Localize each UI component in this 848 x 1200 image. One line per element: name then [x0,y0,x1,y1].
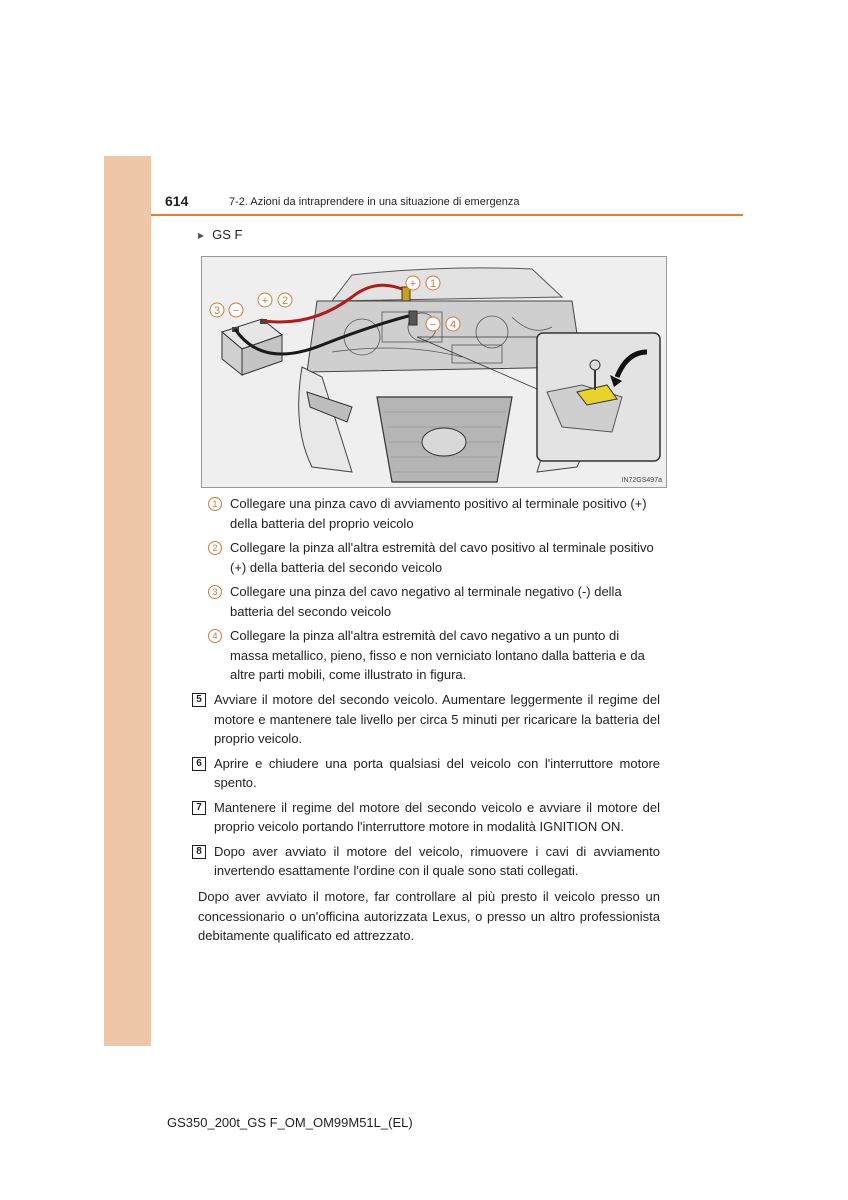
engine-bay-illustration [201,256,667,488]
step-number-box: 6 [192,757,206,771]
figure-code: IN72GS497a [621,477,662,484]
step-text: Avviare il motore del secondo veicolo. Aumentare leggermente il regime del motore e mantenere tale livello per circa 5 minuti per ricaricare la batteria del proprio veicolo. [214,692,660,746]
closing-paragraph: Dopo aver avviato il motore, far controllare al più presto il veicolo presso un concessionario o un'officina autorizzata Lexus, o presso un altro professionista debitamente qualificato ed attrezzato. [198,889,660,943]
step-number-box: 8 [192,845,206,859]
circled-number-icon: 3 [208,585,222,599]
step-list [192,690,660,886]
step-text: Mantenere il regime del motore del secondo veicolo e avviare il motore del proprio veicolo portando l'interruttore motore in modalità IGNITION ON. [214,799,660,834]
sub-step-list [208,494,660,690]
step-text: Dopo aver avviato il motore del veicolo, rimuovere i cavi di avviamento invertendo esattamente l'ordine con il quale sono stati collegati. [214,843,660,878]
circled-number-icon: 4 [208,629,222,643]
sub-step [208,582,660,621]
sub-step-text: Collegare una pinza del cavo negativo al terminale negativo (-) della batteria del secondo veicolo [230,584,622,619]
triangle-bullet-icon: ▶ [198,231,205,240]
sub-step [208,494,660,533]
sub-step-text: Collegare una pinza cavo di avviamento positivo al terminale positivo (+) della batteria del proprio veicolo [230,496,647,531]
model-label-text: GS F [212,227,243,242]
document-footer: GS350_200t_GS F_OM_OM99M51L_(EL) [167,1115,413,1130]
step-number-box: 7 [192,801,206,815]
header-rule [151,214,743,216]
step [192,690,660,749]
callout-minus-3: − [232,305,240,317]
model-label [198,227,243,242]
sub-step-text: Collegare la pinza all'altra estremità del cavo positivo al terminale positivo (+) della batteria del secondo veicolo [230,540,654,575]
callout-3: 3 [213,305,221,317]
jump-start-diagram [202,257,666,487]
chapter-side-tab [104,156,151,1046]
step-number-box: 5 [192,693,206,707]
callout-1: 1 [429,278,437,290]
step-text: Aprire e chiudere una porta qualsiasi del veicolo con l'interruttore motore spento. [214,755,660,790]
callout-plus-2: + [261,295,269,307]
circled-number-icon: 1 [208,497,222,511]
step [192,754,660,793]
step [192,798,660,837]
callout-plus-1: + [409,278,417,290]
circled-number-icon: 2 [208,541,222,555]
sub-step-text: Collegare la pinza all'altra estremità del cavo negativo a un punto di massa metallico, pieno, fisso e non verniciato lontano dalla batteria e da altre parti mobili, come illustrato in figura. [230,628,645,682]
sub-step [208,538,660,577]
callout-4: 4 [449,319,457,331]
callout-2: 2 [281,295,289,307]
callout-minus-4: − [429,319,437,331]
page-number: 614 [165,193,189,209]
step [192,842,660,881]
sub-step [208,626,660,685]
section-title: 7-2. Azioni da intraprendere in una situazione di emergenza [229,196,520,208]
